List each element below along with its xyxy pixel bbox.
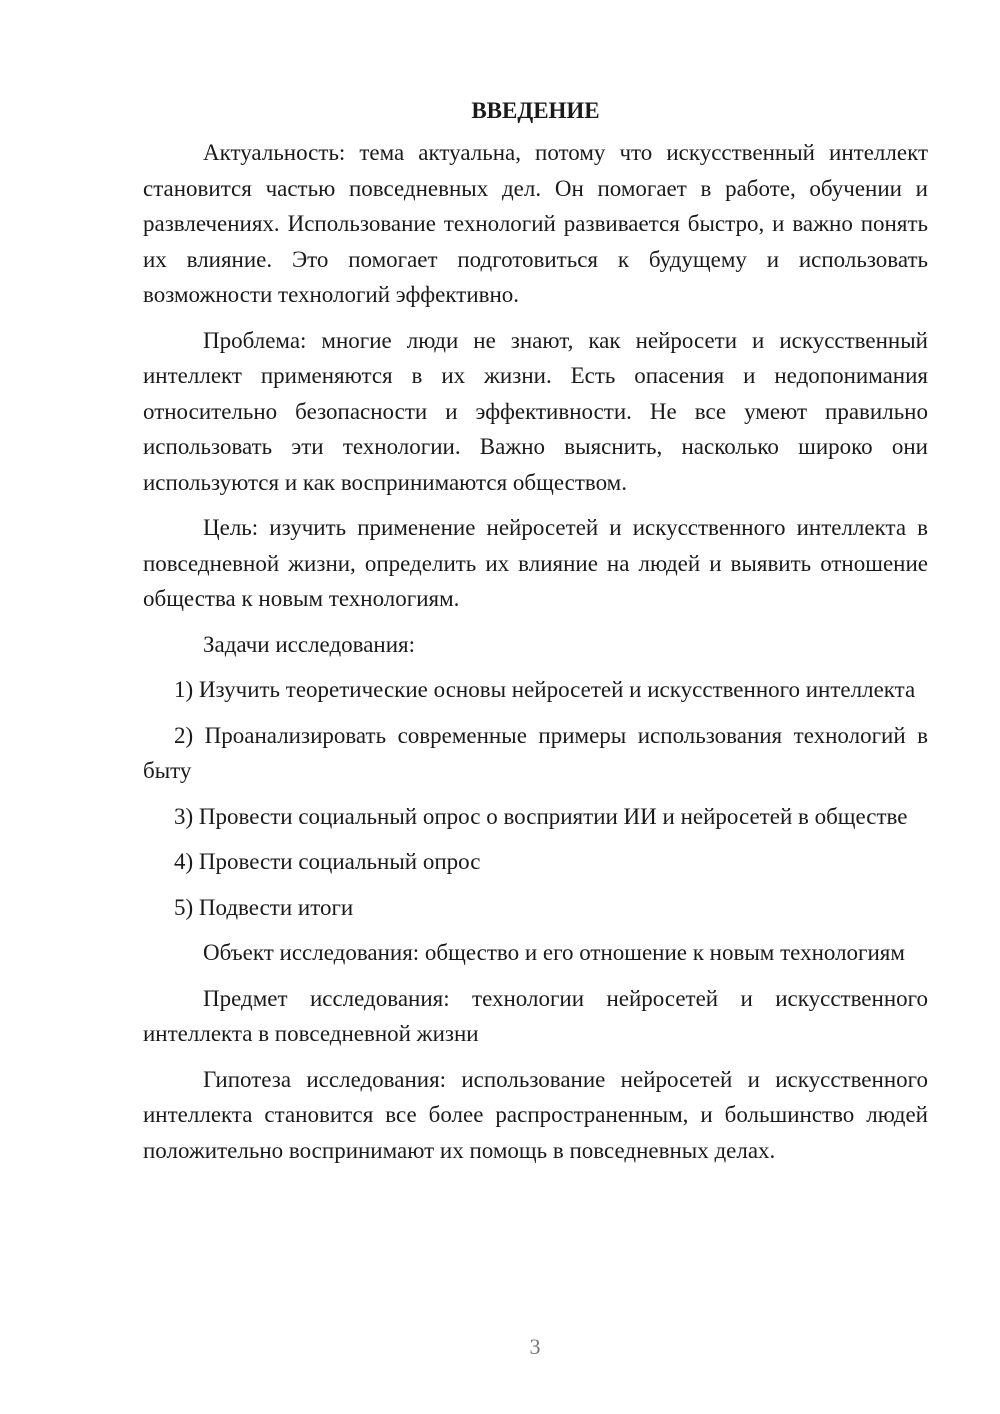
actuality-paragraph: Актуальность: тема актуальна, потому что искусственный интеллект становится частью повседневных дел. Он помогает в работе, обучении и развлечениях. Использование технологий развивается быстро, и важно понять их влияние. Это помогает подготовиться к будущему и использовать возможности технологий эффективно. xyxy=(143,140,928,307)
task-item-2: 2) Проанализировать современные примеры использования технологий в быту xyxy=(143,722,928,783)
task-item-4: 4) Провести социальный опрос xyxy=(174,849,481,874)
goal-paragraph: Цель: изучить применение нейросетей и искусственного интеллекта в повседневной жизни, определить их влияние на людей и выявить отношение общества к новым технологиям. xyxy=(143,515,928,611)
page-number: 3 xyxy=(529,1334,541,1359)
tasks-label: Задачи исследования: xyxy=(203,631,416,657)
task-item-5: 5) Подвести итоги xyxy=(174,894,354,920)
hypothesis-paragraph: Гипотеза исследования: использование нейросетей и искусственного интеллекта становится все более распространенным, и большинство людей положительно воспринимают их помощь в повседневных делах. xyxy=(143,1066,928,1163)
subject-paragraph: Предмет исследования: технологии нейросетей и искусственного интеллекта в повседневной жизни xyxy=(143,985,928,1046)
object-paragraph: Объект исследования: общество и его отношение к новым технологиям xyxy=(203,940,905,965)
task-item-1: 1) Изучить теоретические основы нейросетей и искусственного интеллекта xyxy=(174,677,916,702)
problem-paragraph: Проблема: многие люди не знают, как нейросети и искусственный интеллект применяются в их жизни. Есть опасения и недопонимания относительно безопасности и эффективности. Не все умеют правильно использовать эти технологии. Важно выяснить, насколько широко они используются и как воспринимаются обществом. xyxy=(143,327,928,495)
task-item-3: 3) Провести социальный опрос о восприятии ИИ и нейросетей в обществе xyxy=(174,803,908,829)
page-content xyxy=(143,96,928,1178)
section-heading: ВВЕДЕНИЕ xyxy=(471,98,600,123)
